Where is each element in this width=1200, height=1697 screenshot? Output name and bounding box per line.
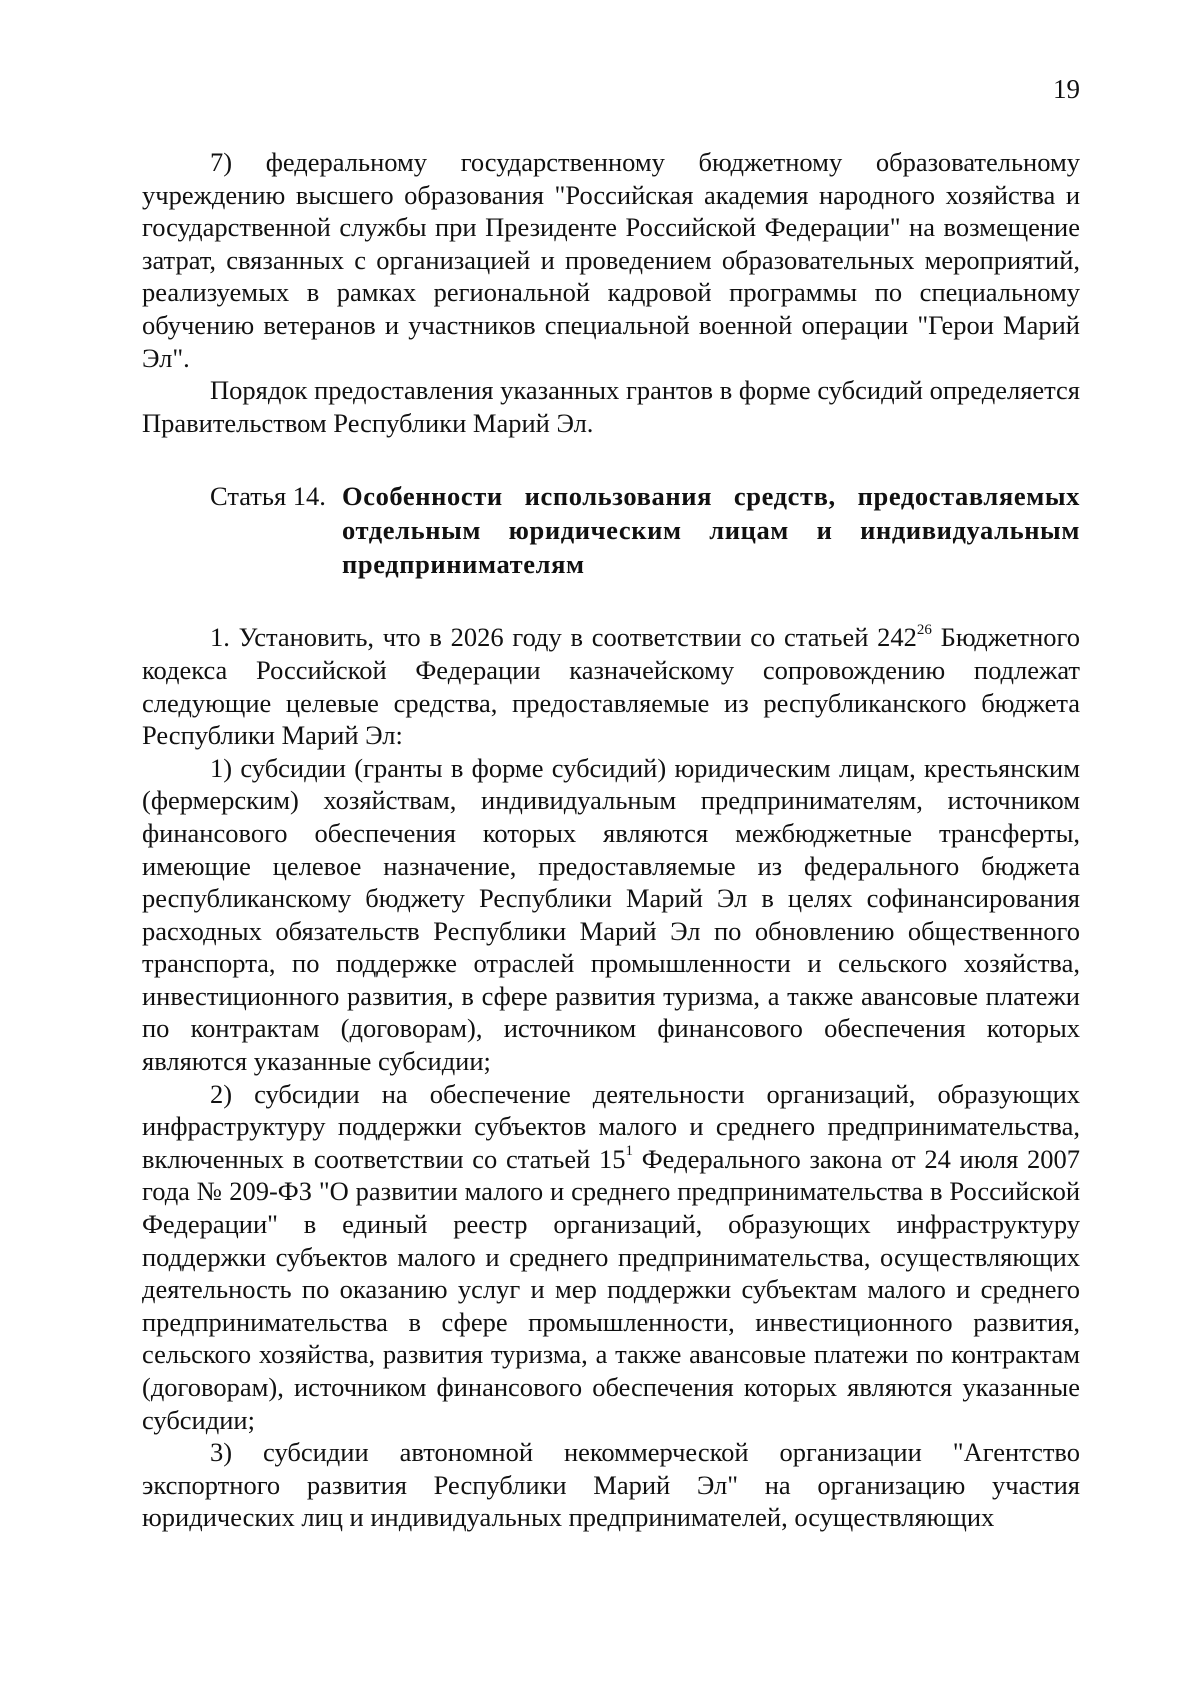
subitem-2-text-start: 2) субсидии на обеспечение деятельности организаций, образующих инфраструктуру поддержки субъектов малого и среднего предпринимательства, включенных в соответствии со статьей 15: [142, 1078, 1080, 1174]
paragraph-subitem-2: [142, 1078, 1080, 1437]
paragraph-item-1: [142, 621, 1080, 751]
article-label: Статья 14.: [210, 481, 326, 512]
item-1-text-end: Бюджетного кодекса Российской Федерации казначейскому сопровождению подлежат следующие целевые средства, предоставляемые из республиканского бюджета Республики Марий Эл:: [142, 622, 1080, 751]
page-number: 19: [1053, 74, 1080, 104]
item-1-text-start: 1. Установить, что в 2026 году в соответствии со статьей 242: [210, 622, 917, 653]
subitem-2-superscript: 1: [625, 1143, 634, 1160]
subitem-2-text-end: Федерального закона от 24 июля 2007 года № 209-ФЗ "О развитии малого и среднего предпринимательства в Российской Федерации" в единый реестр организаций, образующих инфраструктуру поддержки субъектов малого и среднего предпринимательства, осуществляющих деятельность по оказанию услуг и мер поддержки субъектам малого и среднего предпринимательства в сфере промышленности, инвестиционного развития, сельского хозяйства, развития туризма, а также авансовые платежи по контрактам (договорам), источником финансового обеспечения которых являются указанные субсидии;: [142, 1143, 1080, 1435]
paragraph-subitem-1: 1) субсидии (гранты в форме субсидий) юридическим лицам, крестьянским (фермерским) хозяйствам, индивидуальным предпринимателям, источником финансового обеспечения которых являются межбюджетные трансферты, имеющие целевое назначение, предоставляемые из федерального бюджета республиканскому бюджету Республики Марий Эл в целях софинансирования расходных обязательств Республики Марий Эл по обновлению общественного транспорта, по поддержке отраслей промышленности и сельского хозяйства, инвестиционного развития, в сфере развития туризма, а также авансовые платежи по контрактам (договорам), источником финансового обеспечения которых являются указанные субсидии;: [142, 752, 1080, 1077]
paragraph-item-7: 7) федеральному государственному бюджетному образовательному учреждению высшего образования "Российская академия народного хозяйства и государственной службы при Президенте Российской Федерации" на возмещение затрат, связанных с организацией и проведением образовательных мероприятий, реализуемых в рамках региональной кадровой программы по специальному обучению ветеранов и участников специальной военной операции "Герои Марий Эл".: [142, 147, 1080, 373]
item-1-superscript: 26: [916, 621, 932, 638]
article-title: Особенности использования средств, предоставляемых отдельным юридическим лицам и индивидуальным предпринимателям: [342, 481, 1080, 580]
document-body: [142, 146, 1080, 1534]
article-heading: [142, 479, 1080, 581]
paragraph-grant-procedure: Порядок предоставления указанных грантов в форме субсидий определяется Правительством Республики Марий Эл.: [142, 375, 1080, 438]
paragraph-subitem-3: 3) субсидии автономной некоммерческой организации "Агентство экспортного развития Республики Марий Эл" на организацию участия юридических лиц и индивидуальных предпринимателей, осуществляющих: [142, 1437, 1080, 1533]
